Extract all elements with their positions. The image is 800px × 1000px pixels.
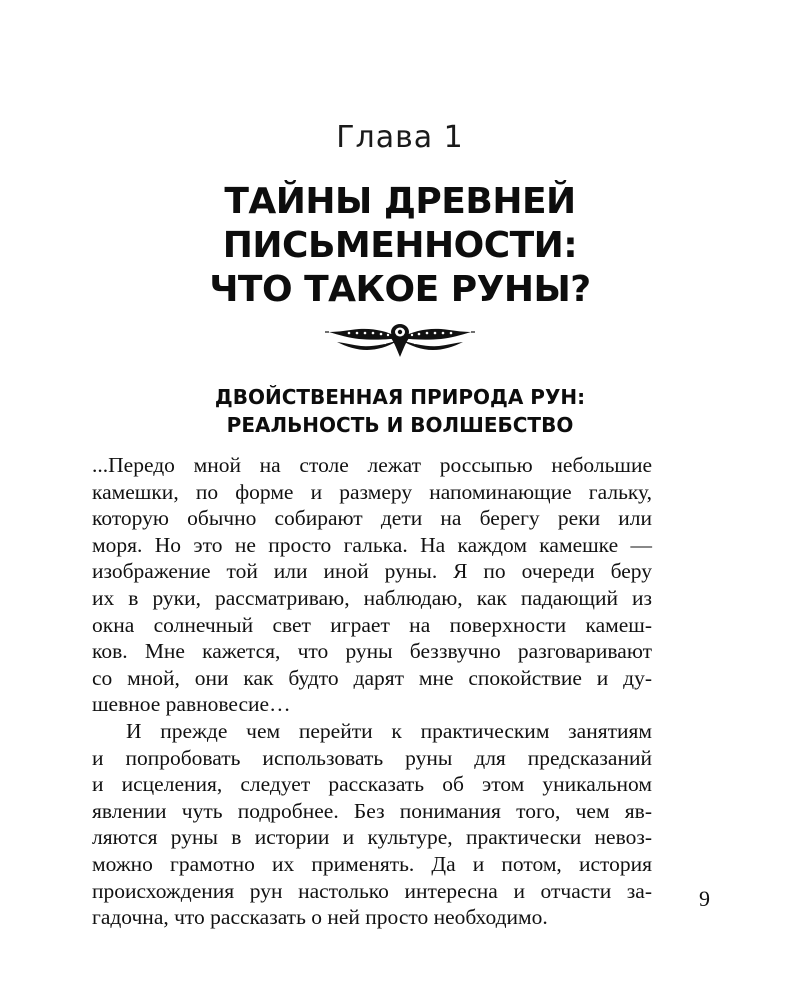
text-line: явлении чуть подробнее. Без понимания того, чем яв-	[92, 798, 652, 823]
text-line: изображение той или иной руны. Я по очереди беру	[92, 559, 652, 584]
text-line: камешки, по форме и размеру напоминающие гальку,	[92, 479, 652, 504]
section-title	[0, 383, 800, 439]
chapter-label: Глава 1	[336, 120, 464, 155]
text-line: ков. Мне кажется, что руны беззвучно разговаривают	[92, 639, 652, 664]
text-line: происхождения рун настолько интересна и отчасти за-	[92, 878, 652, 903]
section-title-line-2: РЕАЛЬНОСТЬ И ВОЛШЕБСТВО	[226, 413, 574, 437]
text-line: ...Передо мной на столе лежат россыпью небольшие	[92, 453, 652, 477]
text-line: ляются руны в истории и культуре, практически невоз-	[92, 825, 652, 850]
page-number: 9	[699, 886, 710, 911]
chapter-title-line-1: ТАЙНЫ ДРЕВНЕЙ	[224, 181, 576, 222]
chapter-title-line-2: ПИСЬМЕННОСТИ:	[222, 225, 578, 266]
text-line: окна солнечный свет играет на поверхности камеш-	[92, 612, 652, 637]
text-line: шевное равновесие…	[92, 692, 291, 717]
decorative-ornament-icon	[325, 318, 475, 360]
text-line: гадочна, что рассказать о ней просто необходимо.	[92, 905, 548, 930]
chapter-title	[0, 180, 800, 312]
chapter-title-line-3: ЧТО ТАКОЕ РУНЫ?	[209, 269, 591, 310]
body-text	[92, 452, 652, 931]
text-line: моря. Но это не просто галька. На каждом камешке —	[92, 532, 652, 557]
text-line: и попробовать использовать руны для предсказаний	[92, 745, 652, 770]
text-line: их в руки, рассматриваю, наблюдаю, как падающий из	[92, 585, 652, 610]
text-line: И прежде чем перейти к практическим занятиям	[126, 718, 652, 743]
text-line: и исцеления, следует рассказать об этом уникальном	[92, 772, 652, 797]
text-line: которую обычно собирают дети на берегу реки или	[92, 506, 652, 531]
text-line: со мной, они как будто дарят мне спокойствие и ду-	[92, 665, 652, 690]
text-line: можно грамотно их применять. Да и потом, история	[92, 851, 652, 876]
section-title-line-1: ДВОЙСТВЕННАЯ ПРИРОДА РУН:	[214, 385, 586, 409]
